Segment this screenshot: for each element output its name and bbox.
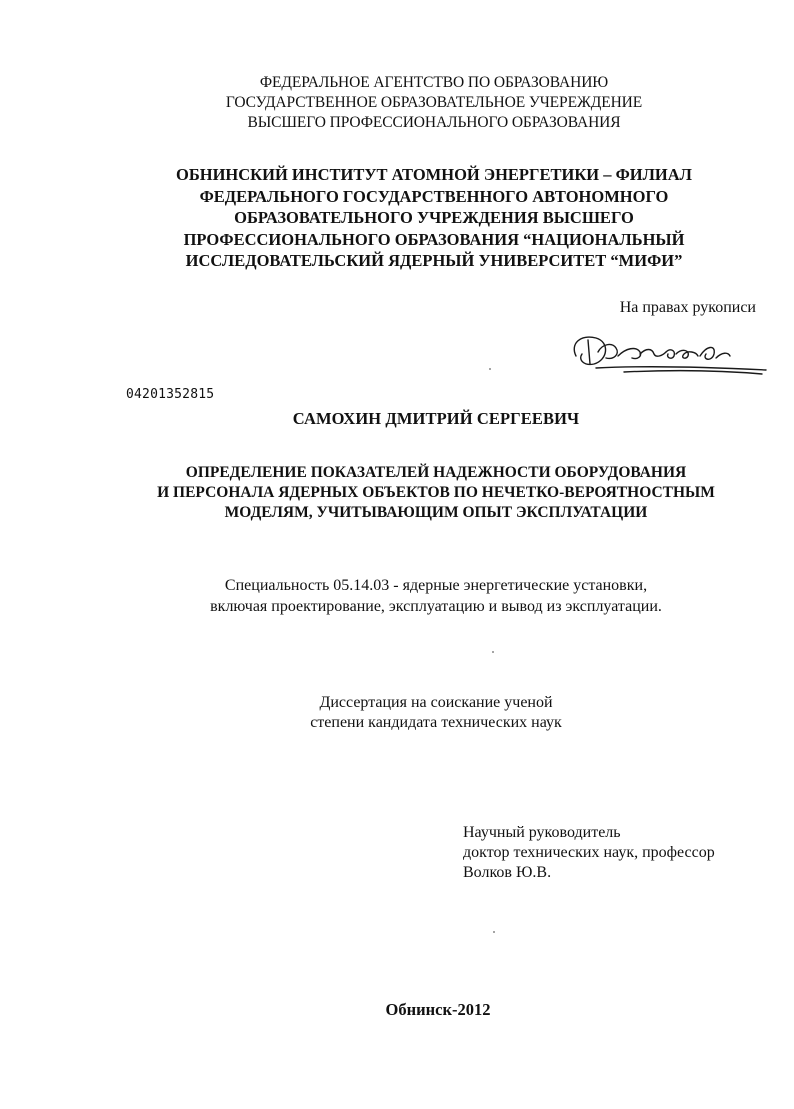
specialty-line: включая проектирование, эксплуатацию и вывод из эксплуатации. (210, 598, 662, 615)
scan-speck (492, 651, 494, 653)
institute-line: ПРОФЕССИОНАЛЬНОГО ОБРАЗОВАНИЯ “НАЦИОНАЛЬНЫЙ (183, 229, 685, 249)
institute-header (0, 164, 794, 272)
agency-line: ВЫСШЕГО ПРОФЕССИОНАЛЬНОГО ОБРАЗОВАНИЯ (247, 114, 621, 131)
institute-line: ОБНИНСКИЙ ИНСТИТУТ АТОМНОЙ ЭНЕРГЕТИКИ – ФИЛИАЛ (176, 165, 692, 184)
supervisor-line: Научный руководитель (463, 824, 621, 841)
agency-header (0, 73, 794, 133)
dissertation-line: Диссертация на соискание ученой (319, 694, 553, 711)
city-year: Обнинск-2012 (385, 1000, 491, 1019)
thesis-title-line: И ПЕРСОНАЛА ЯДЕРНЫХ ОБЪЕКТОВ ПО НЕЧЕТКО-ВЕРОЯТНОСТНЫМ (157, 484, 715, 501)
author-name: САМОХИН ДМИТРИЙ СЕРГЕЕВИЧ (292, 409, 580, 428)
thesis-title-line: МОДЕЛЯМ, УЧИТЫВАЮЩИМ ОПЫТ ЭКСПЛУАТАЦИИ (224, 504, 648, 521)
catalog-number: 04201352815 (126, 387, 215, 402)
signature-icon (566, 326, 772, 380)
supervisor-block (463, 823, 715, 883)
scan-speck (493, 931, 495, 933)
specialty-text (0, 575, 794, 617)
institute-line: ОБРАЗОВАТЕЛЬНОГО УЧРЕЖДЕНИЯ ВЫСШЕГО (234, 208, 634, 227)
thesis-title (0, 463, 794, 523)
thesis-title-line: ОПРЕДЕЛЕНИЕ ПОКАЗАТЕЛЕЙ НАДЕЖНОСТИ ОБОРУДОВАНИЯ (185, 464, 687, 481)
institute-line: ФЕДЕРАЛЬНОГО ГОСУДАРСТВЕННОГО АВТОНОМНОГО (199, 186, 669, 206)
agency-line: ФЕДЕРАЛЬНОЕ АГЕНТСТВО ПО ОБРАЗОВАНИЮ (259, 74, 609, 91)
agency-line: ГОСУДАРСТВЕННОЕ ОБРАЗОВАТЕЛЬНОЕ УЧЕРЕЖДЕНИЕ (225, 94, 643, 111)
specialty-line: Специальность 05.14.03 - ядерные энергетические установки, (224, 577, 648, 594)
scan-speck (489, 368, 491, 370)
dissertation-line: степени кандидата технических наук (310, 714, 562, 731)
supervisor-line: Волков Ю.В. (463, 864, 552, 881)
manuscript-rights-note: На правах рукописи (619, 299, 756, 316)
institute-line: ИССЛЕДОВАТЕЛЬСКИЙ ЯДЕРНЫЙ УНИВЕРСИТЕТ “МИФИ” (185, 251, 683, 270)
dissertation-note (0, 693, 794, 733)
supervisor-line: доктор технических наук, профессор (463, 844, 715, 861)
